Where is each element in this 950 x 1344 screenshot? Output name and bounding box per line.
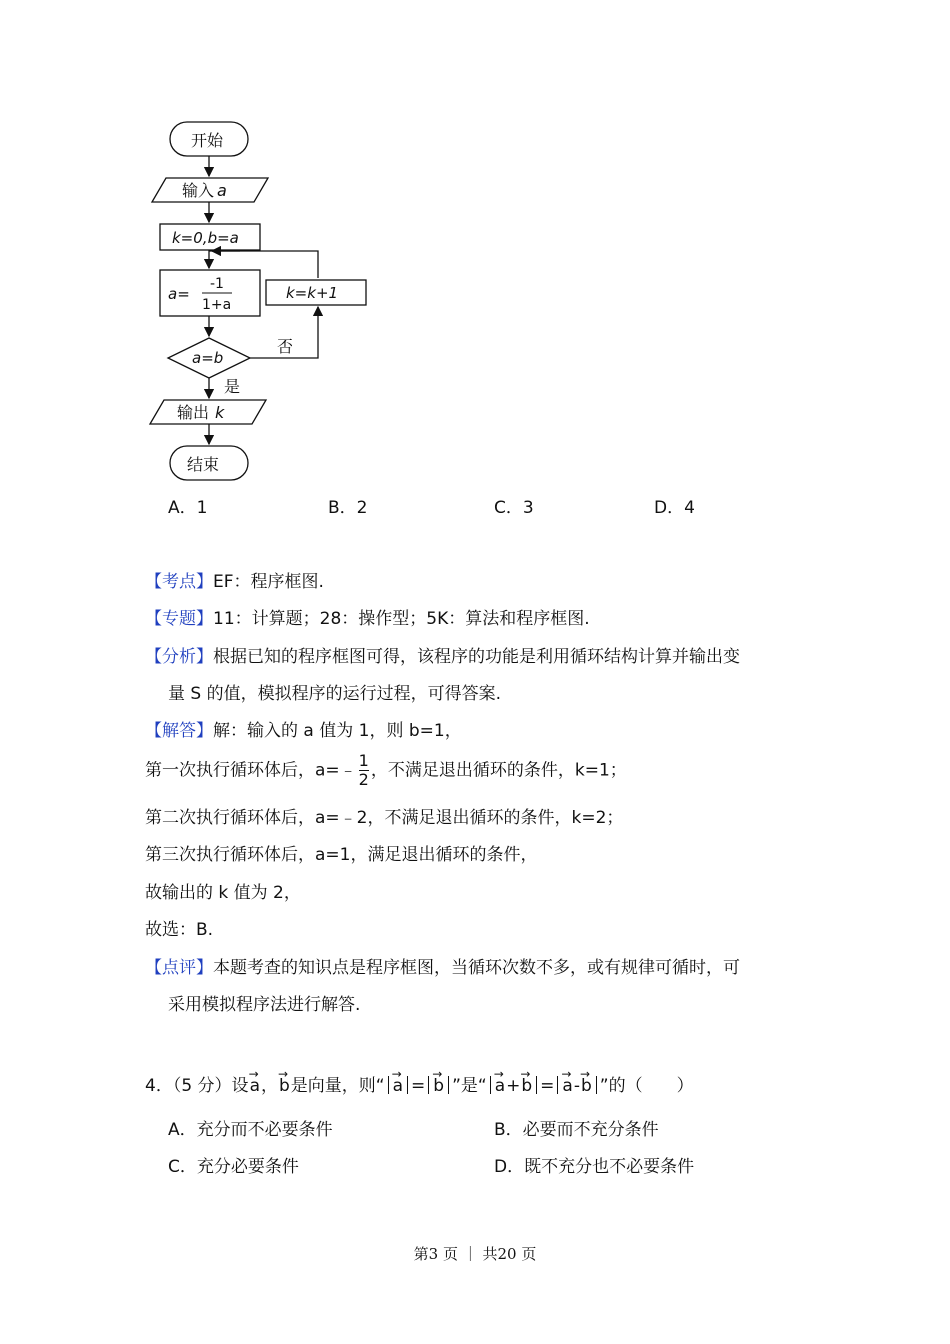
fenxi-line2: 量 S 的值，模拟程序的运行过程，可得答案.: [168, 684, 502, 704]
dianping-line1: 【点评】本题考查的知识点是程序框图，当循环次数不多，或有规律可循时，可: [145, 958, 740, 978]
q4-stem: 4．（5 分）设→ a，→ b是向量，则“→ a =→ b ”是“→ a+→ b =→ a-→ b ”的（ ）: [145, 1074, 694, 1098]
end-label: 结束: [187, 455, 220, 474]
q4-option-d: D．既不充分也不必要条件: [494, 1157, 695, 1177]
flowchart: [140, 110, 380, 490]
zhuanti: 【专题】11：计算题；28：操作型；5K：算法和程序框图.: [145, 609, 590, 629]
step5: 故选：B.: [145, 920, 214, 940]
fenxi-line1: 【分析】根据已知的程序框图可得，该程序的功能是利用循环结构计算并输出变: [145, 647, 740, 667]
step4: 故输出的 k 值为 2，: [145, 883, 301, 903]
step2: 第二次执行循环体后，a=﹣2，不满足退出循环的条件，k=2；: [145, 808, 624, 828]
dianping-line2: 采用模拟程序法进行解答.: [168, 995, 361, 1015]
init-label: k=0,b=a: [172, 229, 239, 247]
yes-label: 是: [224, 377, 241, 396]
output-label: 输出: [177, 403, 210, 422]
start-label: 开始: [191, 131, 224, 150]
assign-den: 1+a: [202, 297, 232, 313]
fraction-half: $\frac{1}{2}$: [358, 751, 369, 789]
svg-text:输入a: 输入 a: [182, 181, 227, 200]
kaodian: 【考点】EF：程序框图.: [145, 572, 324, 592]
q4-option-b: B．必要而不充分条件: [494, 1120, 659, 1140]
jieda: 【解答】解：输入的 a 值为 1，则 b=1，: [145, 721, 462, 741]
assign-num: -1: [210, 276, 224, 292]
q3-option-c: C．3: [494, 498, 534, 518]
q4-option-a: A．充分而不必要条件: [168, 1120, 333, 1140]
step1: 第一次执行循环体后，a=﹣ $\frac{1}{2}$ ，不满足退出循环的条件，k=1；: [145, 751, 627, 789]
svg-text:输出k: 输出 k: [177, 403, 225, 422]
q3-option-a: A．1: [168, 498, 208, 518]
step3: 第三次执行循环体后，a=1，满足退出循环的条件，: [145, 845, 538, 865]
no-label: 否: [277, 337, 294, 356]
q3-option-d: D．4: [654, 498, 695, 518]
assign-lhs: a=: [168, 285, 190, 303]
page-footer: 第3 页 ｜ 共20 页: [413, 1245, 537, 1263]
q3-option-b: B．2: [328, 498, 368, 518]
condition-label: a=b: [192, 349, 224, 367]
input-label: 输入: [182, 181, 215, 200]
increment-label: k=k+1: [286, 284, 339, 302]
q4-option-c: C．充分必要条件: [168, 1157, 299, 1177]
